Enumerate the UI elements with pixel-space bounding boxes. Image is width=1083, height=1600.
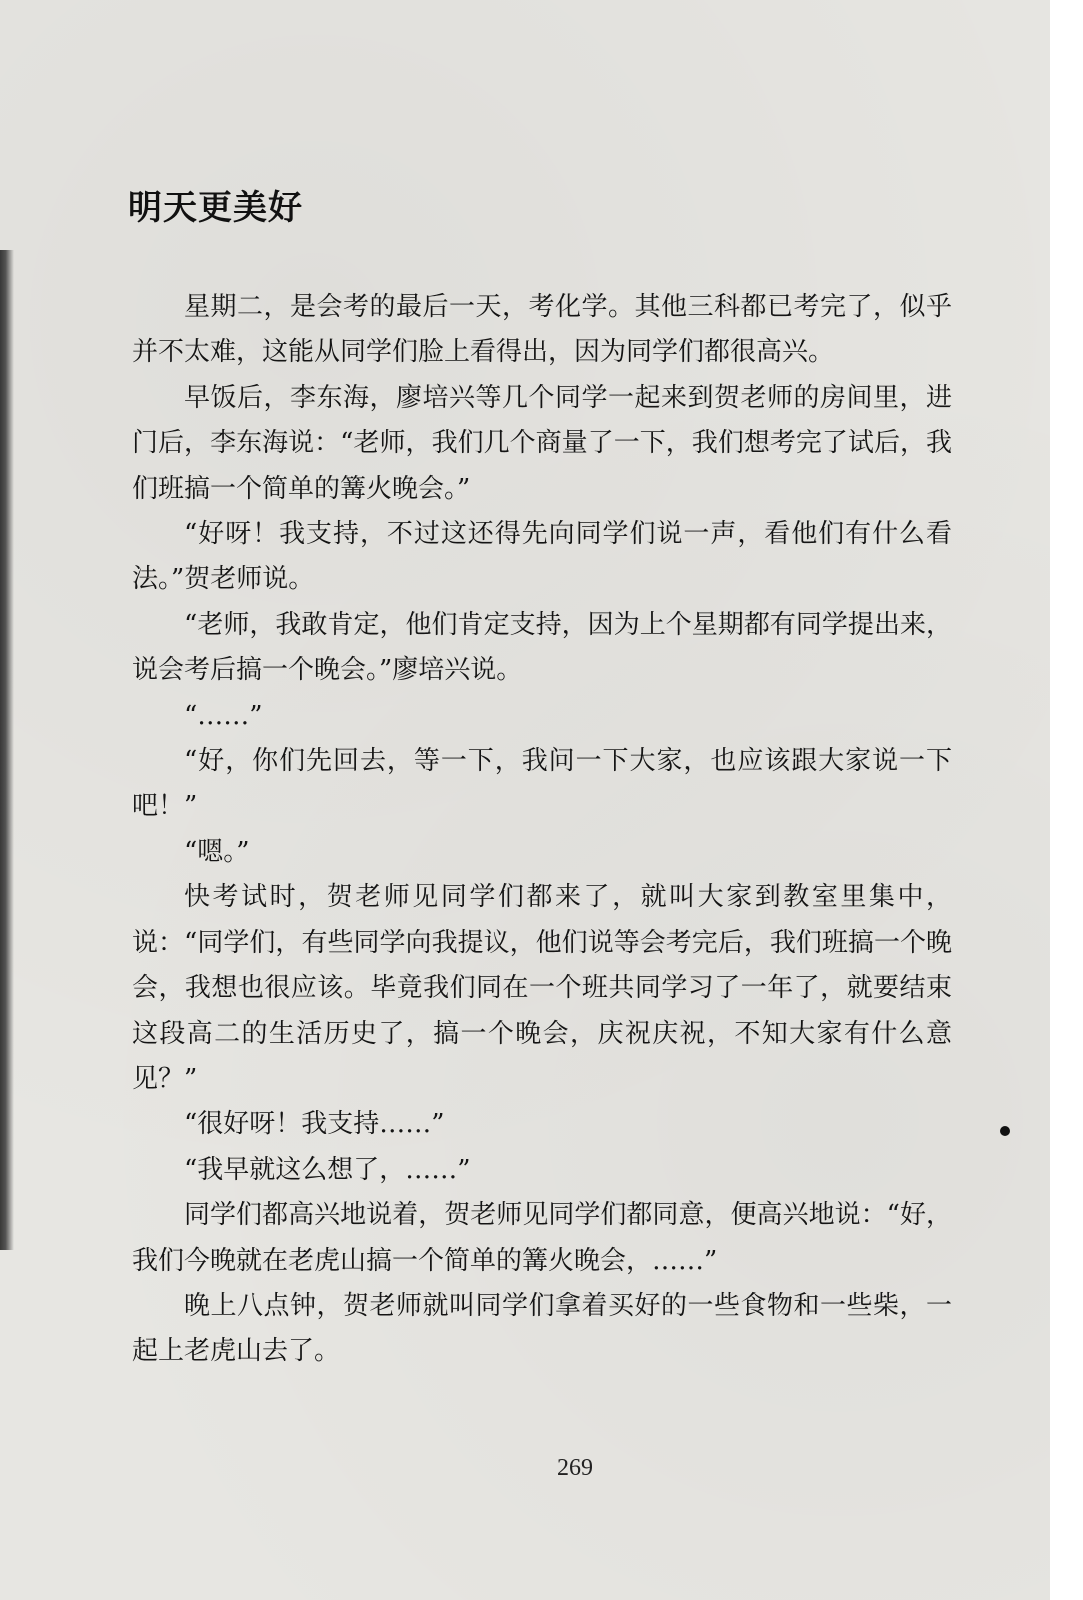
chapter-title: 明天更美好 [128, 188, 303, 228]
paragraph: “好呀！我支持，不过这还得先向同学们说一声，看他们有什么看法。”贺老师说。 [132, 519, 952, 595]
paragraph: “嗯。” [184, 836, 250, 867]
paragraph: “老师，我敢肯定，他们肯定支持，因为上个星期都有同学提出来，说会考后搞一个晚会。”廖培兴说。 [132, 609, 952, 686]
paragraph: “好，你们先回去，等一下，我问一下大家，也应该跟大家说一下吧！” [132, 746, 952, 822]
paragraph: “……” [184, 700, 263, 731]
body-text [132, 285, 952, 1375]
paragraph: 早饭后，李东海，廖培兴等几个同学一起来到贺老师的房间里，进门后，李东海说：“老师，我们几个商量了一下，我们想考完了试后，我们班搞一个简单的篝火晚会。” [132, 382, 952, 504]
ink-dot-mark [1000, 1126, 1010, 1136]
paragraph: “我早就这么想了，……” [184, 1154, 471, 1185]
paragraph: 同学们都高兴地说着，贺老师见同学们都同意，便高兴地说：“好，我们今晚就在老虎山搞一个简单的篝火晚会，……” [132, 1200, 952, 1276]
paragraph: “很好呀！我支持……” [184, 1109, 445, 1140]
paragraph: 快考试时，贺老师见同学们都来了，就叫大家到教室里集中，说：“同学们，有些同学向我提议，他们说等会考完后，我们班搞一个晚会，我想也很应该。毕竟我们同在一个班共同学习了一年了，就要结束这段高二的生活历史了，搞一个晚会，庆祝庆祝，不知大家有什么意见？” [132, 882, 952, 1094]
page-number: 269 [557, 1455, 593, 1481]
paragraph: 星期二，是会考的最后一天，考化学。其他三科都已考完了，似乎并不太难，这能从同学们脸上看得出，因为同学们都很高兴。 [132, 292, 952, 368]
binding-shadow [0, 250, 14, 1250]
paragraph: 晚上八点钟，贺老师就叫同学们拿着买好的一些食物和一些柴，一起上老虎山去了。 [132, 1290, 952, 1367]
page-edge-margin [1050, 0, 1083, 1600]
